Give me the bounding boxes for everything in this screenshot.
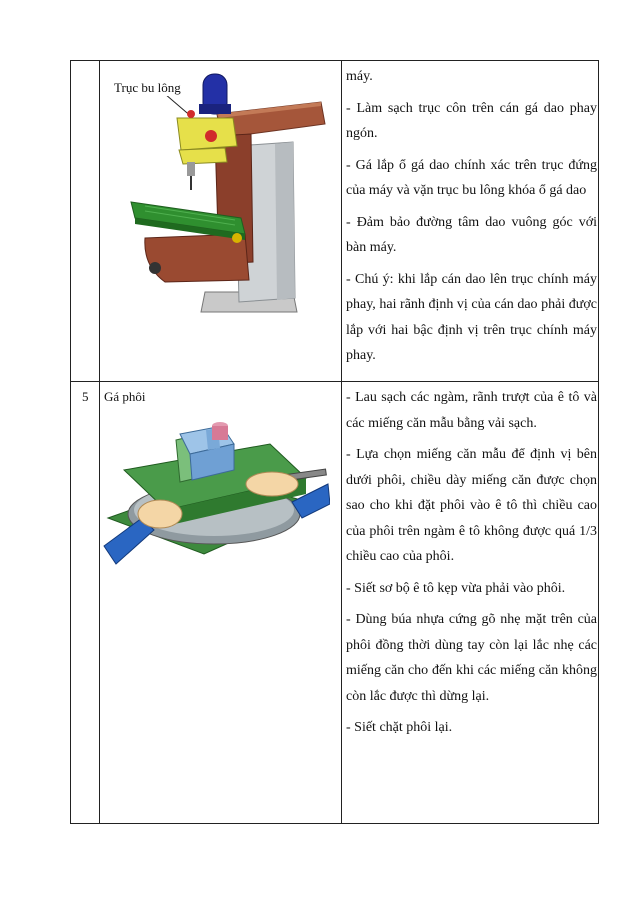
instruction-step: - Gá lắp ổ gá dao chính xác trên trục đứng của máy và vặn trục bu lông khóa ổ gá dao <box>346 157 597 198</box>
row-2-instructions <box>346 385 597 747</box>
table-top-border <box>70 60 599 61</box>
column-divider-1 <box>99 60 100 824</box>
instruction-step: - Làm sạch trục côn trên cán gá dao phay ngón. <box>346 100 597 141</box>
table-right-border <box>598 60 599 824</box>
row-1-instructions <box>346 64 597 375</box>
table-left-border <box>70 60 71 824</box>
row-divider <box>70 381 599 382</box>
instruction-step: - Siết sơ bộ ê tô kẹp vừa phải vào phôi. <box>346 580 566 596</box>
image-label-truc-bu-long: Trục bu lông <box>114 80 181 95</box>
instruction-step: - Chú ý: khi lắp cán dao lên trục chính máy phay, hai rãnh định vị của cán dao phải được lắp với hai bậc định vị trên trục chính máy phay. <box>346 271 597 363</box>
instruction-step: máy. <box>346 69 373 84</box>
instruction-step: - Lựa chọn miếng căn mẫu để định vị bên dưới phôi, chiều dày miếng căn được chọn sao cho khi đặt phôi vào ê tô thì chiều cao của phôi trên ngàm ê tô không được quá 1/3 chiều cao của phôi. <box>346 447 597 564</box>
step-title: Gá phôi <box>104 389 146 404</box>
instruction-step: - Dùng búa nhựa cứng gõ nhẹ mặt trên của phôi đồng thời dùng tay còn lại lắc nhẹ các miếng căn cho đến khi các miếng căn không còn lắc được thì dừng lại. <box>346 612 597 704</box>
instruction-step: - Siết chặt phôi lại. <box>346 720 453 735</box>
table-bottom-border <box>70 823 599 824</box>
instruction-step: - Lau sạch các ngàm, rãnh trượt của ê tô và các miếng căn mẫu bằng vải sạch. <box>346 390 597 431</box>
step-number: 5 <box>82 389 89 404</box>
instruction-step: - Đảm bảo đường tâm dao vuông góc với bàn máy. <box>346 214 597 255</box>
column-divider-2 <box>341 60 342 824</box>
milling-machine-illustration <box>125 66 335 318</box>
vise-workpiece-illustration <box>102 418 330 566</box>
